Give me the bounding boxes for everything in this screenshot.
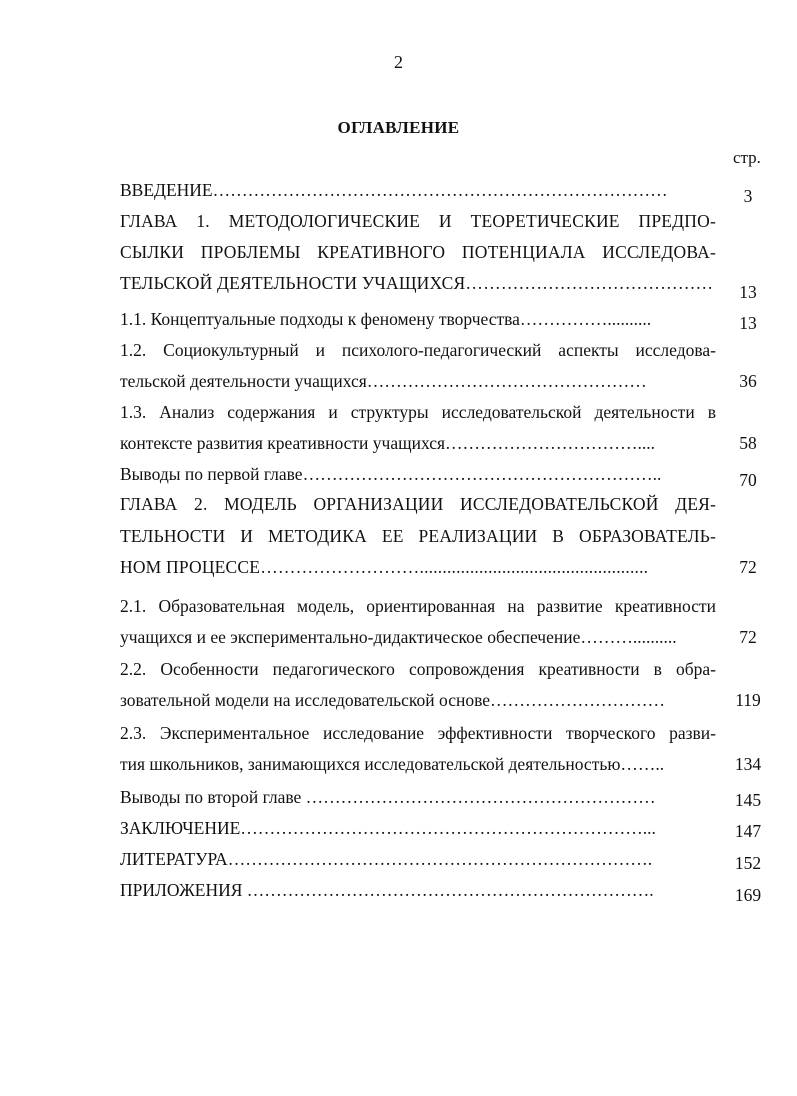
toc-line: ПРИЛОЖЕНИЯ ……………………………………………………………. — [120, 880, 654, 900]
toc-line: НОМ ПРОЦЕССЕ……………………….................................................. — [120, 557, 649, 577]
toc-page-number: 134 — [734, 754, 762, 774]
toc-line: зовательной модели на исследовательской основе………………………… — [120, 690, 666, 710]
toc-line: учащихся и ее экспериментально-дидактическое обеспечение……….......... — [120, 627, 677, 647]
page-number: 2 — [394, 52, 403, 72]
toc-line: тельской деятельности учащихся………………………………………… — [120, 371, 647, 391]
toc-line: ТЕЛЬНОСТИ И МЕТОДИКА ЕЕ РЕАЛИЗАЦИИ В ОБРАЗОВАТЕЛЬ- — [120, 526, 716, 546]
toc-title: ОГЛАВЛЕНИЕ — [337, 118, 460, 137]
toc-page-number: 147 — [734, 821, 762, 841]
toc-line: ТЕЛЬСКОЙ ДЕЯТЕЛЬНОСТИ УЧАЩИХСЯ…………………………………… — [120, 273, 714, 293]
toc-page-number: 169 — [734, 885, 762, 905]
toc-line: 2.1. Образовательная модель, ориентированная на развитие креативности — [120, 596, 716, 616]
page-column-label: стр. — [733, 148, 761, 167]
toc-line: 1.1. Концептуальные подходы к феномену творчества…………….......... — [120, 309, 652, 329]
toc-page-number: 3 — [743, 186, 753, 206]
toc-line: ВВЕДЕНИЕ…………………………………………………………………… — [120, 180, 668, 200]
toc-line: 2.3. Экспериментальное исследование эффективности творческого разви- — [120, 723, 716, 743]
toc-line: СЫЛКИ ПРОБЛЕМЫ КРЕАТИВНОГО ПОТЕНЦИАЛА ИССЛЕДОВА- — [120, 242, 716, 262]
toc-line: 1.2. Социокультурный и психолого-педагогический аспекты исследова- — [120, 340, 716, 360]
toc-page-number: 72 — [739, 557, 757, 577]
toc-page-number: 72 — [739, 627, 757, 647]
toc-line: ГЛАВА 2. МОДЕЛЬ ОРГАНИЗАЦИИ ИССЛЕДОВАТЕЛЬСКОЙ ДЕЯ- — [120, 494, 716, 514]
toc-page-number: 58 — [739, 433, 757, 453]
toc-page-number: 36 — [739, 371, 757, 391]
toc-line: ГЛАВА 1. МЕТОДОЛОГИЧЕСКИЕ И ТЕОРЕТИЧЕСКИЕ ПРЕДПО- — [120, 211, 716, 231]
toc-page-number: 13 — [739, 282, 757, 302]
toc-line: 1.3. Анализ содержания и структуры исследовательской деятельности в — [120, 402, 716, 422]
toc-page-number: 13 — [739, 313, 757, 333]
toc-line: Выводы по второй главе …………………………………………………… — [120, 787, 656, 807]
toc-page-number: 70 — [739, 470, 757, 490]
toc-line: ЛИТЕРАТУРА………………………………………………………………. — [120, 849, 653, 869]
toc-line: тия школьников, занимающихся исследовательской деятельностью…….. — [120, 754, 665, 774]
toc-line: Выводы по первой главе…………………………………………………….. — [120, 464, 662, 484]
toc-line: ЗАКЛЮЧЕНИЕ……………………………………………………………... — [120, 818, 656, 838]
toc-page-number: 119 — [735, 690, 761, 710]
toc-page-number: 152 — [734, 853, 762, 873]
toc-line: 2.2. Особенности педагогического сопровождения креативности в обра- — [120, 659, 716, 679]
toc-page-number: 145 — [734, 790, 762, 810]
toc-line: контексте развития креативности учащихся…………………………….... — [120, 433, 656, 453]
